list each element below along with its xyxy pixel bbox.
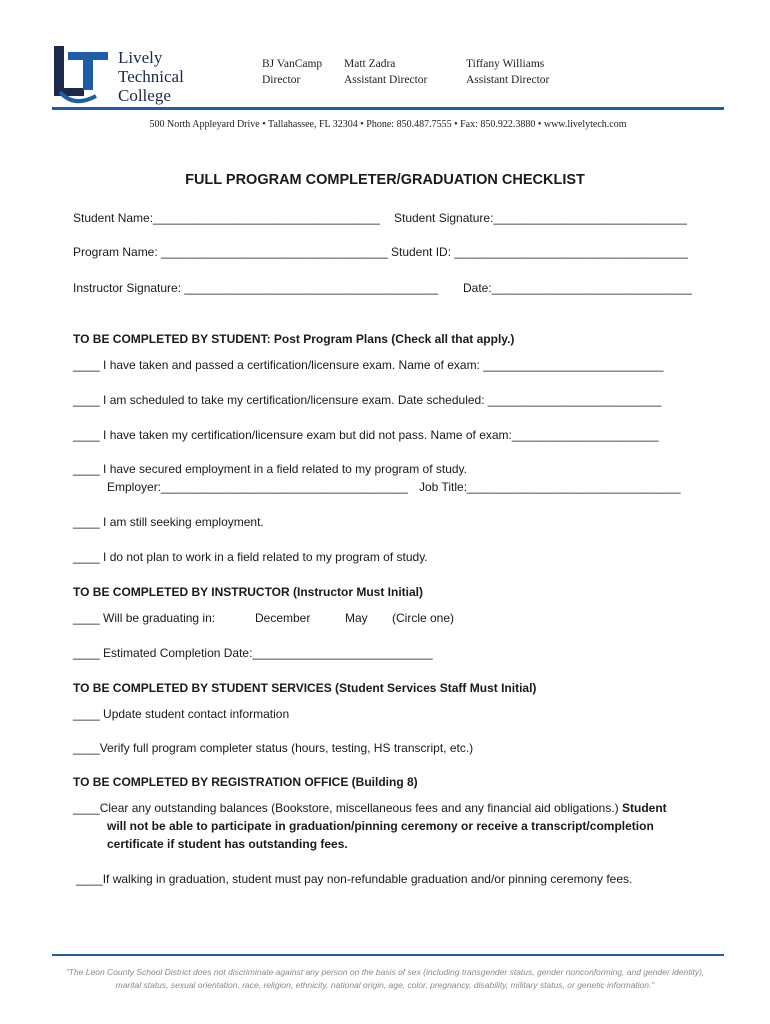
instructor-section-heading: TO BE COMPLETED BY INSTRUCTOR (Instructor Must Initial) (73, 585, 424, 599)
staff-name: BJ VanCamp (262, 58, 323, 70)
student-name-field: Student Name:__________________________________ (73, 211, 380, 225)
staff-assistant-director-2 (466, 56, 549, 88)
circle-one-note: (Circle one) (392, 611, 455, 625)
registration-item-2: ____If walking in graduation, student must pay non-refundable graduation and/or pinning ceremony fees. (76, 872, 633, 886)
registration-item-1-warning: Student (622, 801, 667, 815)
employer-field: Employer:_____________________________________ (107, 480, 408, 494)
staff-name: Matt Zadra (344, 58, 396, 70)
student-section-heading: TO BE COMPLETED BY STUDENT: Post Program Plans (Check all that apply.) (73, 332, 515, 346)
option-may: May (345, 611, 368, 625)
staff-assistant-director-1 (344, 56, 427, 88)
college-name-line-1: Lively (118, 48, 163, 67)
checklist-item: ____ I am scheduled to take my certification/licensure exam. Date scheduled: __________________________ (73, 393, 662, 407)
footer-rule (52, 954, 724, 956)
college-name (118, 48, 184, 105)
graduating-item: ____ Will be graduating in: (73, 611, 216, 625)
registration-warning-line-2: will not be able to participate in graduation/pinning ceremony or receive a transcript/completion (107, 819, 654, 833)
estimated-completion-item: ____ Estimated Completion Date:___________________________ (73, 646, 433, 660)
staff-name: Tiffany Williams (466, 58, 545, 70)
checklist-item: ____ I have taken my certification/licensure exam but did not pass. Name of exam:______________________ (73, 428, 659, 442)
checklist-item: ____ I have secured employment in a field related to my program of study. (73, 462, 467, 476)
job-title-field: Job Title:________________________________ (419, 480, 681, 494)
services-item: ____ Update student contact information (73, 707, 290, 721)
services-item: ____Verify full program completer status (hours, testing, HS transcript, etc.) (73, 741, 474, 755)
footer-line-1: "The Leon County School District does not discriminate against any person on the basis of sex (including transgender status, gender nonconforming, and gender identity), (65, 967, 705, 977)
checklist-item: ____ I have taken and passed a certification/licensure exam. Name of exam: ___________________________ (73, 358, 664, 372)
nondiscrimination-statement (30, 966, 740, 992)
registration-item-1 (73, 801, 667, 815)
option-december: December (255, 611, 311, 625)
staff-director (262, 56, 322, 88)
page-title: FULL PROGRAM COMPLETER/GRADUATION CHECKLIST (185, 172, 585, 188)
registration-section-heading: TO BE COMPLETED BY REGISTRATION OFFICE (Building 8) (73, 775, 418, 789)
footer-line-2: marital status, sexual orientation, race, religion, ethnicity, national origin, age, color, pregnancy, disability, military status, or genetic information." (115, 980, 655, 990)
services-section-heading: TO BE COMPLETED BY STUDENT SERVICES (Student Services Staff Must Initial) (73, 681, 537, 695)
registration-warning-line-3: certificate if student has outstanding fees. (107, 837, 348, 851)
staff-role: Director (262, 74, 301, 86)
staff-role: Assistant Director (466, 74, 550, 86)
header-rule (52, 107, 724, 110)
date-field: Date:______________________________ (463, 281, 692, 295)
student-signature-field: Student Signature:_____________________________ (394, 211, 687, 225)
checklist-item: ____ I am still seeking employment. (73, 515, 264, 529)
college-name-line-2: Technical (118, 67, 184, 86)
student-id-field: Student ID: ___________________________________ (391, 245, 688, 259)
registration-item-1-text: ____Clear any outstanding balances (Bookstore, miscellaneous fees and any financial aid obligations.) (73, 801, 623, 815)
program-name-field: Program Name: __________________________________ (73, 245, 388, 259)
college-name-line-3: College (118, 86, 171, 105)
instructor-signature-field: Instructor Signature: ______________________________________ (73, 281, 438, 295)
staff-role: Assistant Director (344, 74, 428, 86)
checklist-item: ____ I do not plan to work in a field related to my program of study. (73, 550, 428, 564)
address-line: 500 North Appleyard Drive • Tallahassee, FL 32304 • Phone: 850.487.7555 • Fax: 850.922.3880 • www.livelytech.com (149, 119, 627, 130)
